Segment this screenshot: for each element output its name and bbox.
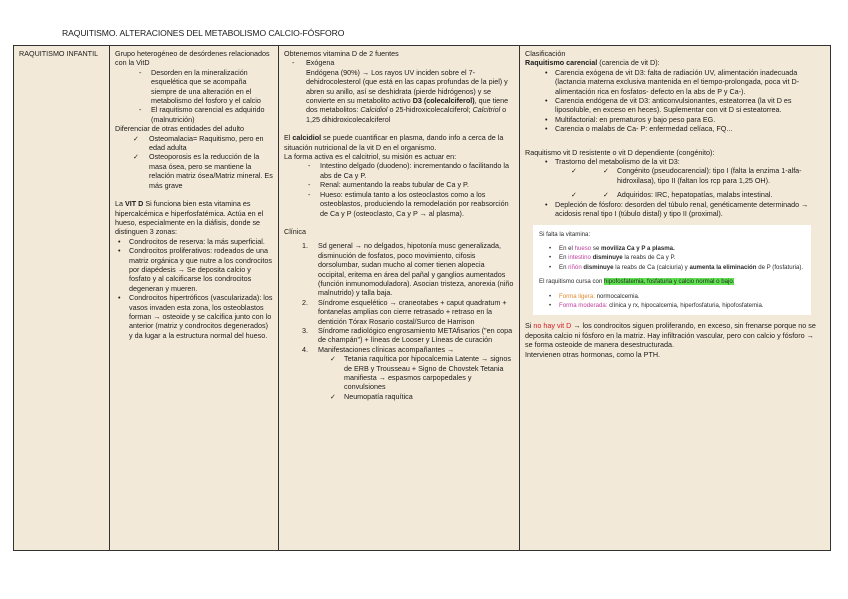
active-form-list bbox=[284, 161, 514, 217]
list-item: ✓ Tetania raquítica por hipocalcemia Latente → signos de ERB y Trousseau + Signo de Chovstek Tetania manifiesta → espasmos carpopedales y convulsiones bbox=[284, 354, 514, 392]
list-item: - - Exógena bbox=[284, 58, 514, 67]
list-item: • En riñón disminuye la reabs de Ca (calciuria) y aumenta la eliminación de P (fosfaturia). bbox=[539, 263, 805, 272]
differential-heading: Diferenciar de otras entidades del adulto bbox=[115, 124, 245, 134]
list-item: • Condrocitos proliferativos: rodeados de una matriz orgánica y que nutre a los condrocitos por diapédesis → Se deposita calcio y fosfato y al calcificarse los condrocitos degeneran y mueren. bbox=[115, 246, 273, 293]
list-item: - Endógena (90%) → Los rayos UV inciden sobre el 7-dehidrocolesterol (que está en las capas profundas de la piel) y abren su anillo, así se deshidrata (pierde hidrógenos) y se convierte en su metabolito activo D3 (colecalciferol), que tiene dos metabolitos: Calcidiol o 25-hidroxicolecalciferol; Calcitriol o 1,25 dihidroxicolecalciferol bbox=[284, 68, 514, 124]
cell-sources bbox=[279, 46, 520, 551]
list-item: 1. Sd general → no delgados, hipotonía musc generalizada, disminución de fosfatos, poco movimiento, cifosis dorsolumbar, sudan mucho al comer tienen alopecia occipital, eritema en área del pañal y ganglios aumentados (función inmunomoduladora). Asocian tristeza, anorexia (niño malnutrido) y talla baja. bbox=[302, 241, 514, 298]
resistant-list bbox=[525, 157, 825, 166]
callout-heading: Si falta la vitamina: bbox=[539, 230, 591, 238]
differential-list bbox=[115, 134, 273, 190]
clinica-heading: Clínica bbox=[284, 226, 306, 236]
list-item: • Condrocitos de reserva: la más superficial. bbox=[115, 237, 273, 246]
list-item: - Renal: aumentando la reabs tubular de Ca y P. bbox=[284, 180, 514, 189]
resistant-sublist bbox=[525, 166, 825, 199]
list-item: - Intestino delgado (duodeno): incrementando o facilitando la abs de Ca y P. bbox=[284, 161, 514, 180]
list-item: • Forma ligera: normocalcemia. bbox=[539, 292, 805, 301]
list-item: • En intestino disminuye la reabs de Ca y P. bbox=[539, 253, 805, 262]
list-item: • Trastorno del metabolismo de la vit D3: bbox=[525, 157, 825, 166]
list-item: - El raquitismo carencial es adquirido (malnutrición) bbox=[115, 105, 273, 124]
definition-intro: Grupo heterogéneo de desórdenes relacionados con la VitD bbox=[115, 49, 270, 68]
list-item: • Condrocitos hipertróficos (vascularizada): los vasos invaden esta zona, los osteoblastos forman → osteoide y se calcifica junto con lo anterior (matriz y condrocitos degenerados) y da lugar a la estructura normal del hueso. bbox=[115, 293, 273, 340]
list-item: ✓ Osteomalacia= Raquitismo, pero en edad adulta bbox=[115, 134, 273, 153]
callout-summary: El raquitismo cursa con hipofosfatemia, fosfaturia y calcio normal o bajo. bbox=[539, 278, 735, 286]
classification-heading: Clasificación bbox=[525, 49, 566, 58]
sources-intro: Obtenemos vitamina D de 2 fuentes bbox=[284, 49, 399, 58]
vitamin-deficiency-callout bbox=[533, 225, 811, 316]
cell-definition bbox=[110, 46, 279, 551]
carencial-list bbox=[525, 68, 825, 134]
cell-heading bbox=[14, 46, 110, 551]
clinica-list bbox=[284, 241, 514, 354]
list-item: • Carencia o malabs de Ca- P: enfermedad celíaca, FQ... bbox=[525, 124, 825, 133]
list-item: - Desorden en la mineralización esquelética que se acompaña siempre de una alteración en el metabolismo del fosforo y el calcio bbox=[115, 68, 273, 106]
list-item: ✓ ✓ Adquiridos: IRC, hepatopatías, malabs intestinal. bbox=[525, 190, 825, 199]
list-item: • Carencia endógena de vit D3: anticonvulsionantes, esteatorrea (la vit D es liposoluble, en exceso en heces). Suplementar con vit D si esteatorrea. bbox=[525, 96, 825, 115]
definition-list bbox=[115, 68, 273, 124]
deplecion-list bbox=[525, 200, 825, 219]
notes-table bbox=[13, 45, 831, 551]
no-vitd-line-3: Intervienen otras hormonas, como la PTH. bbox=[525, 349, 661, 359]
section-heading: RAQUITISMO INFANTIL bbox=[19, 49, 99, 58]
list-item: 3. Síndrome radiológico engrosamiento METAfisarios ("en copa de champán") + líneas de Looser y Líneas de curación bbox=[302, 325, 513, 345]
list-item: • Multifactorial: en prematuros y bajo peso para EG. bbox=[525, 115, 825, 124]
sources-list bbox=[284, 58, 514, 124]
carencial-heading: Raquitismo carencial (carencia de vit D): bbox=[525, 58, 660, 68]
zones-list bbox=[115, 237, 273, 340]
list-item: - Hueso: estimula tanto a los osteoclastos como a los osteoblastos, produciendo la remodelación por reabsorción de Ca y P (osteoclasto, Ca y P → al plasma). bbox=[284, 190, 514, 218]
cell-classification bbox=[520, 46, 831, 551]
list-item: 4. Manifestaciones clínicas acompañantes → bbox=[302, 344, 455, 354]
list-item: • Forma moderada: clínica y rx, hipocalcemia, hiperfosfaturia, hipofosfatemia. bbox=[539, 301, 805, 310]
no-vitd-paragraph: Si no hay vit D → los condrocitos siguen proliferando, en exceso, sin frenarse porque no se deposita calcio ni fósforo en la matriz. Hay infiltración vascular, pero con calcio y fósforo → bbox=[525, 321, 816, 340]
list-item: ✓ ✓ Congénito (pseudocarencial): tipo I (falta la enzima 1-alfa-hidroxilasa), tipo II (faltan los rcp para 1,25 OH). bbox=[525, 166, 825, 185]
list-item: 2. Síndrome esquelético → craneotabes + caput quadratum + fontanelas amplias con cierre retrasado + retraso en la dentición Tórax Rosario costal/Surco de Harrison bbox=[302, 297, 507, 326]
list-item: • En el hueso se moviliza Ca y P a plasma. bbox=[539, 244, 805, 253]
document-title: RAQUITISMO. ALTERACIONES DEL METABOLISMO CALCIO-FÓSFORO bbox=[62, 28, 345, 38]
no-vitd-line-2: se forma osteoide de manera desestructurada. bbox=[525, 340, 675, 350]
list-item: ✓ Osteoporosis es la reducción de la masa ósea, pero se mantiene la relación matriz ósea/Matriz mineral. Es más grave bbox=[115, 152, 273, 190]
list-item: • Carencia exógena de vit D3: falta de radiación UV, alimentación inadecuada (lactancia materna exclusiva mantenida en el tiempo-prolongada, poca vit D- alimentación rica en fosfatos- defecto en la abs de P y Ca-). bbox=[525, 68, 825, 96]
calcidiol-paragraph: El calcidiol se puede cuantificar en plasma, dando info a cerca de la situación nutricional de la vit D en el organismo. bbox=[284, 133, 504, 152]
list-item: • Depleción de fósforo: desorden del túbulo renal, genéticamente determinado → acidosis renal tipo I (túbulo distal) y tipo II (proximal). bbox=[525, 200, 825, 219]
list-item: ✓ Neumopatía raquítica bbox=[284, 392, 514, 401]
resistant-heading: Raquitismo vit D resistente o vit D dependiente (congénito): bbox=[525, 147, 715, 157]
vitd-paragraph: La VIT D Si funciona bien esta vitamina es hipercalcémica e hiperfosfatémica. Actúa en el hueso, especialmente en la diáfisis, donde se distinguen 3 zonas: bbox=[115, 199, 264, 237]
manifestations-list bbox=[284, 354, 514, 401]
active-form-intro: La forma activa es el calcitriol, su misión es actuar en: bbox=[284, 152, 457, 162]
